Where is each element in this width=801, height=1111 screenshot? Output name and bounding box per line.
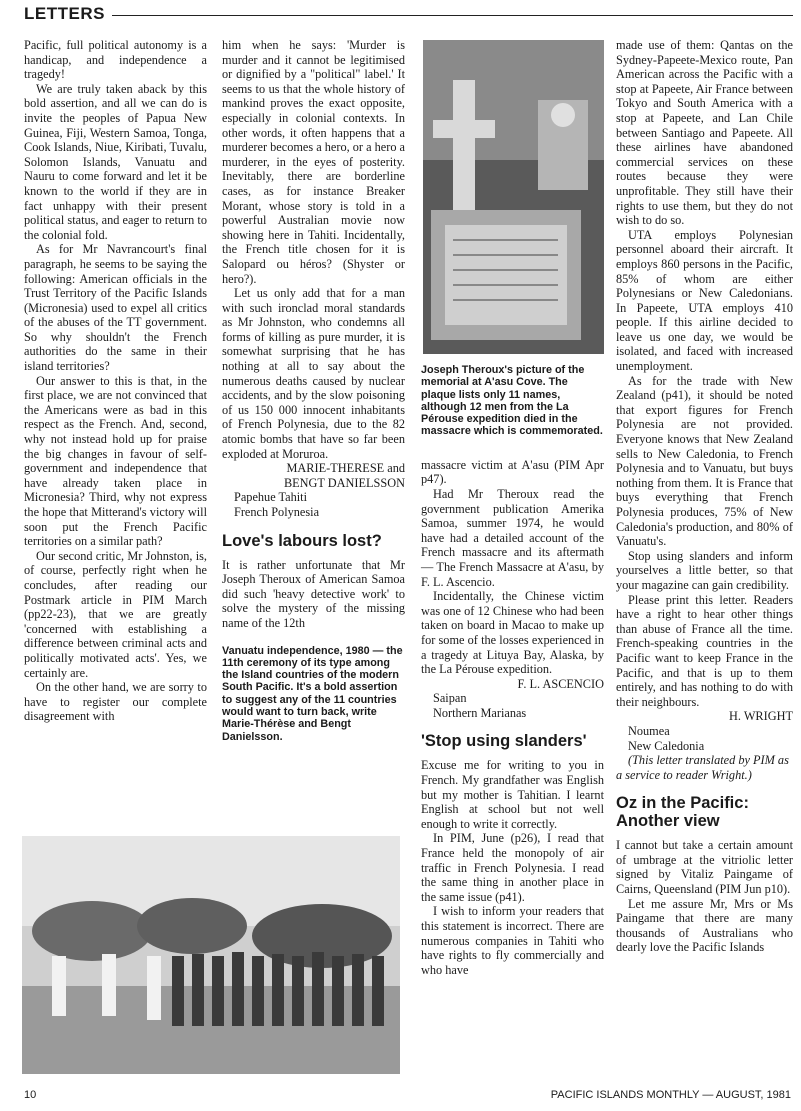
memorial-image [423,40,604,354]
paragraph: Excuse me for writing to you in French. My grandfather was English but my mother is Tahitian. I learnt English at school but not well enough to write it correctly. [421,758,604,831]
address-line: New Caledonia [628,738,705,753]
signature-line: MARIE-THERESE and [286,461,405,476]
paragraph: Stop using slanders and inform yourselves a little better, so that your magazine can gain credibility. [616,548,793,592]
address-line: French Polynesia [234,505,320,519]
column-2 [222,38,405,743]
paragraph: Our second critic, Mr Johnston, is, of course, perfectly right when he concludes, after reading our Postmark article in PIM March (pp22-23), that we are greatly 'concerned with establishing a difference between criminal acts and politically motivated acts'. Yes, we certainly are. [24,548,207,680]
paragraph: I wish to inform your readers that this statement is incorrect. There are numerous companies in Tahiti who have rights to fly commercially and who have [421,904,604,977]
memorial-photo [423,40,604,354]
footer-masthead: PACIFIC ISLANDS MONTHLY — AUGUST, 1981 [550,1089,791,1101]
section-title: LETTERS [24,4,105,23]
paragraph: As for the trade with New Zealand (p41), it should be noted that export figures for French Polynesia are not provided. Everyone knows that New Zealand sells to New Caledonia, to French Polynesia and to Vanuatu, but buys nothing from them. It is France that buys everything that French Polynesia produces, 75% of New Caledonia's production, and 80% of Vanuatu's. [616,373,793,549]
vanuatu-ceremony-photo [22,836,400,1074]
headline-oz-in-the-pacific: Oz in the Pacific: Another view [616,794,749,831]
translation-note: (This letter translated by PIM as a service to reader Wright.) [616,753,789,782]
ceremony-image [22,836,400,1074]
column-1 [24,38,207,724]
photo-caption-memorial: Joseph Theroux's picture of the memorial at A'asu Cove. The plaque lists only 11 names, although 12 men from the La Pérouse expedition died in the massacre which is commemorated. [421,364,603,438]
column-3 [421,364,604,977]
headline-stop-using-slanders: 'Stop using slanders' [421,732,587,751]
column-4 [616,38,793,955]
photo-caption-vanuatu: Vanuatu independence, 1980 — the 11th ceremony of its type among the Island countries of the modern South Pacific. It's a bold assertion to suggest any of the 11 countries would want to turn back, write Marie-Thérèse and Bengt Danielsson. [222,644,403,743]
page-number: 10 [24,1089,37,1101]
paragraph: In PIM, June (p26), I read that France held the monopoly of air traffic in French Polynesia. I read the same thing in another place in the same issue (p41). [421,831,604,904]
paragraph: massacre victim at A'asu (PIM Apr p47). [421,457,604,487]
headline-loves-labours: Love's labours lost? [222,531,382,550]
address-line: Saipan [433,691,467,706]
paragraph: UTA employs Polynesian personnel aboard their aircraft. It employs 860 persons in the Pacific, 85% of whom are either Polynesians or New Caledonians. In Papeete, UTA employs 410 people. If this airline decided to leave us one day, we would be isolated, and faced with increased unemployment. [616,227,793,374]
paragraph: Had Mr Theroux read the government publication Amerika Samoa, summer 1974, he would have had a detailed account of the French massacre and its aftermath — The French Massacre at A'asu, by F. L. Ascencio. [421,486,604,589]
paragraph: Please print this letter. Readers have a right to hear other things than abuse of France all the time. French-speaking countries in the Pacific want to keep France in the Pacific, and that is up to them entirely, and has nothing to do with their neighbours. [616,592,793,709]
paragraph: Pacific, full political autonomy is a handicap, and independence a tragedy! [24,38,207,82]
paragraph: I cannot but take a certain amount of umbrage at the vitriolic letter signed by Vitaliz Paingame of Cairns, Queensland (PIM Jun p10). [616,838,793,897]
paragraph: Let me assure Mr, Mrs or Ms Paingame that there are many thousands of Australians who dearly love the Pacific Islands [616,896,793,955]
paragraph: We are truly taken aback by this bold assertion, and all we can do is invite the peoples of Papua New Guinea, Fiji, Western Samoa, Tonga, Cook Islands, Niue, Kiribati, Tuvalu, Solomon Islands, Vanuatu and Nauru to come forward and let it be known to the world if they are in fact unhappy with their present political status, and eager to return to the colonial fold. [24,81,207,242]
paragraph: It is rather unfortunate that Mr Joseph Theroux of American Samoa did such 'heavy detective work' to solve the mystery of the missing name of the 12th [222,557,405,630]
paragraph: Our answer to this is that, in the first place, we are not convinced that the Americans were as bad in this respect as the French. And, second, why not instead hold up for praise the big changes in favour of self-government and independence that have already taken place in Micronesia? Third, why not express the hope that Mitterand's victory will soon put the French Pacific territories on a similar path? [24,373,207,549]
address-line: Papehue Tahiti [234,490,308,505]
signature-line: F. L. ASCENCIO [517,676,604,691]
paragraph: him when he says: 'Murder is murder and it cannot be legitimised or dignified by a "political" label.' It seems to us that the whole history of mankind proves the exact opposite, especially in colonial contexts. In other words, it often happens that a murderer becomes a hero, or a hero a murderer, in the eyes of posterity. Inevitably, there are borderline cases, as for instance Breaker Morant, whose story is told in a powerful Australian movie now showing here in Tahiti. Incidentally, the French title chosen for it is Salopard ou héros? (Shyster or hero?). [222,38,405,286]
paragraph: As for Mr Navrancourt's final paragraph, he seems to be saying the following: American officials in the Trust Territory of the Pacific Islands (Micronesia) used to expel all critics of the abuses of the TT government. So why shouldn't the French authorities do the same in their island territories? [24,242,207,374]
address-line: Noumea [628,723,670,738]
paragraph: Incidentally, the Chinese victim was one of 12 Chinese who had been taken on board in Macao to make up for some of the losses experienced in a tragedy at Lituya Bay, Alaska, by the La Pérouse expedition. [421,589,604,677]
address-line: Northern Marianas [433,705,527,720]
paragraph: Let us only add that for a man with such ironclad moral standards as Mr Johnston, who condemns all forms of killing as pure murder, it is somewhat surprising that he has nothing at all to say about the numerous deaths caused by nuclear accidents, and by the slow poisoning of us 150 000 innocent inhabitants of French Polynesia, due to the 82 atomic bombs that have so far been exploded at Moruroa. [222,286,405,461]
paragraph: made use of them: Qantas on the Sydney-Papeete-Mexico route, Pan American across the Pacific with a stop at Papeete, Air France between Tokyo and South America with a stop at Papeete, and Lan Chile between Santiago and Papeete. All these airlines have abandoned commercial services on these routes because they were unprofitable. They still have their rights to use them, but they do not wish to do so. [616,38,793,228]
signature-line: BENGT DANIELSSON [283,475,405,490]
signature-line: H. WRIGHT [729,709,793,724]
header-rule [112,15,793,16]
paragraph: On the other hand, we are sorry to have to register our complete disagreement with [24,680,207,724]
